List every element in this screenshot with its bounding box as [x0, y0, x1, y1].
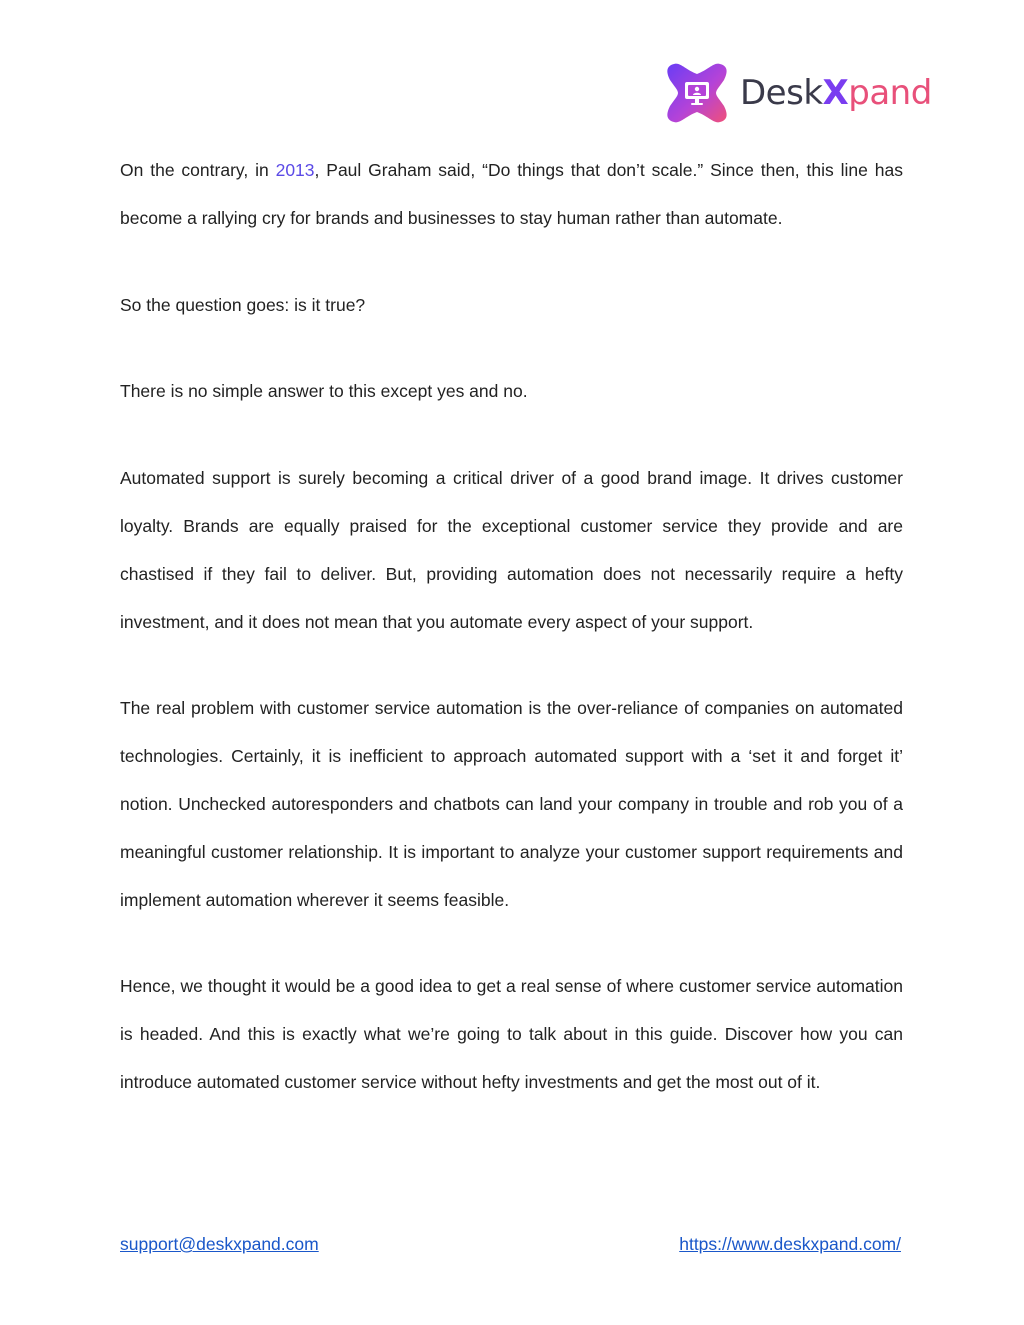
brand-wordmark [740, 73, 932, 113]
support-email-link[interactable]: support@deskxpand.com [120, 1234, 319, 1254]
paragraph-1 [120, 147, 903, 243]
brand-name-x: X [822, 73, 849, 113]
paragraph-4: Automated support is surely becoming a critical driver of a good brand image. It drives customer loyalty. Brands are equally praised for the exceptional customer service they provide and are chastised if they fail to deliver. But, providing automation does not necessarily require a hefty investment, and it does not mean that you automate every aspect of your support. [120, 468, 903, 632]
document-body [120, 147, 903, 1146]
brand-logo [664, 60, 932, 126]
paragraph-1-end: , Paul Graham said, “Do things that don’t scale.” Since then, this line has become a rallying cry for brands and businesses to stay human rather than automate. [120, 160, 903, 228]
paragraph-1-start: On the contrary, in [120, 160, 276, 180]
brand-name-desk: Desk [740, 73, 823, 113]
paragraph-2: So the question goes: is it true? [120, 294, 366, 315]
paragraph-3: There is no simple answer to this except yes and no. [120, 381, 528, 402]
paragraph-5: The real problem with customer service automation is the over-reliance of companies on automated technologies. Certainly, it is inefficient to approach automated support with a ‘set it and forget it’ notion. Unchecked autoresponders and chatbots can land your company in trouble and rob you of a meaningful customer relationship. It is important to analyze your customer support requirements and implement automation wherever it seems feasible. [120, 698, 903, 910]
deskxpand-logo-icon [664, 60, 730, 126]
page-footer [120, 1234, 901, 1255]
website-link[interactable]: https://www.deskxpand.com/ [679, 1234, 901, 1254]
year-2013-link[interactable]: 2013 [275, 160, 315, 180]
paragraph-6: Hence, we thought it would be a good idea to get a real sense of where customer service automation is headed. And this is exactly what we’re going to talk about in this guide. Discover how you can introduce automated customer service without hefty investments and get the most out of it. [120, 976, 903, 1092]
brand-name-pand: pand [848, 73, 932, 113]
